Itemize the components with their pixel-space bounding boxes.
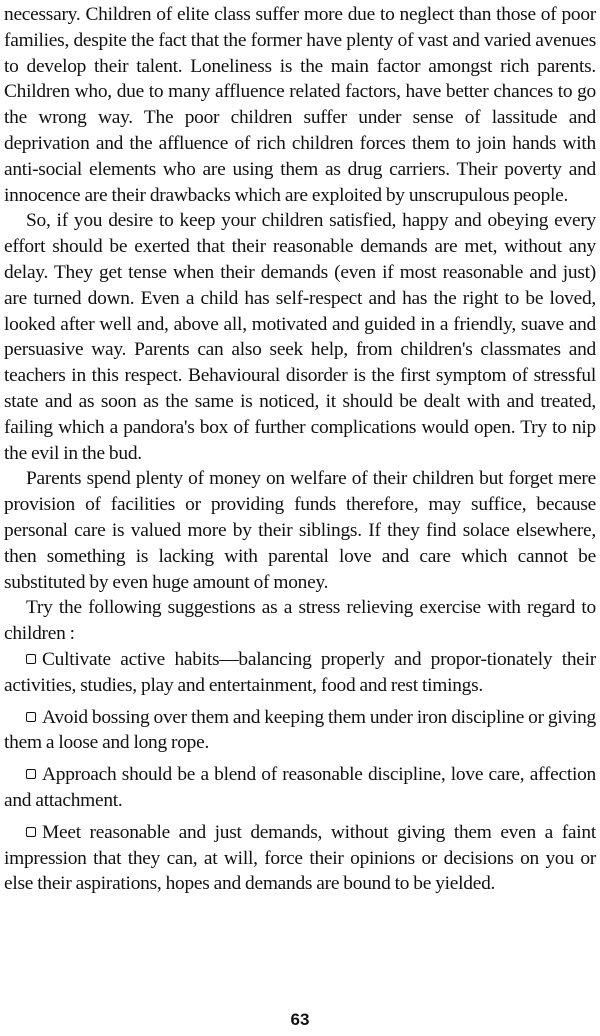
bullet-item xyxy=(4,820,596,897)
checkbox-square-icon xyxy=(26,827,36,837)
checkbox-square-icon xyxy=(26,769,36,779)
body-text xyxy=(4,2,596,897)
checkbox-square-icon xyxy=(26,654,36,664)
paragraph: Parents spend plenty of money on welfare of their children but forget mere provision of facilities or providing funds therefore, may suffice, because personal care is valued more by their siblings. If they find solace elsewhere, then something is lacking with parental love and care which cannot be substituted by even huge amount of money. xyxy=(4,468,596,593)
page-number: 63 xyxy=(290,1010,310,1029)
bullet-item xyxy=(4,762,596,814)
paragraph: Try the following suggestions as a stress relieving exercise with regard to children : xyxy=(4,597,596,645)
bullet-text: Cultivate active habits—balancing properly and propor-tionately their activities, studies, play and entertainment, food and rest timings. xyxy=(4,648,596,696)
bullet-text: Avoid bossing over them and keeping them under iron discipline or giving them a loose and long rope. xyxy=(4,706,596,754)
paragraph: So, if you desire to keep your children satisfied, happy and obeying every effort should be exerted that their reasonable demands are met, without any delay. They get tense when their demands (even if most reasonable and just) are turned down. Even a child has self-respect and has the right to be loved, looked after well and, above all, motivated and guided in a friendly, suave and persuasive way. Parents can also seek help, from children's classmates and teachers in this respect. Behavioural disorder is the first symptom of stressful state and as soon as the same is noticed, it should be dealt with and treated, failing which a pandora's box of further complications would open. Try to nip the evil in the bud. xyxy=(4,210,596,464)
paragraph-continuation: necessary. Children of elite class suffer more due to neglect than those of poor families, despite the fact that the former have plenty of vast and varied avenues to develop their talent. Loneliness is the main factor amongst rich parents. Children who, due to many affluence related factors, have better chances to go the wrong way. The poor children suffer under sense of lassitude and deprivation and the affluence of rich children forces them to join hands with anti-social elements who are using them as drug carriers. Their poverty and innocence are their drawbacks which are exploited by unscrupulous people. xyxy=(4,4,596,206)
checkbox-square-icon xyxy=(26,712,36,722)
bullet-item xyxy=(4,647,596,699)
bullet-text: Approach should be a blend of reasonable discipline, love care, affection and attachment. xyxy=(4,764,596,811)
bullet-text: Meet reasonable and just demands, without giving them even a faint impression that they can, at will, force their opinions or decisions on you or else their aspirations, hopes and demands are bound to be yielded. xyxy=(4,821,596,895)
bullet-item xyxy=(4,705,596,757)
